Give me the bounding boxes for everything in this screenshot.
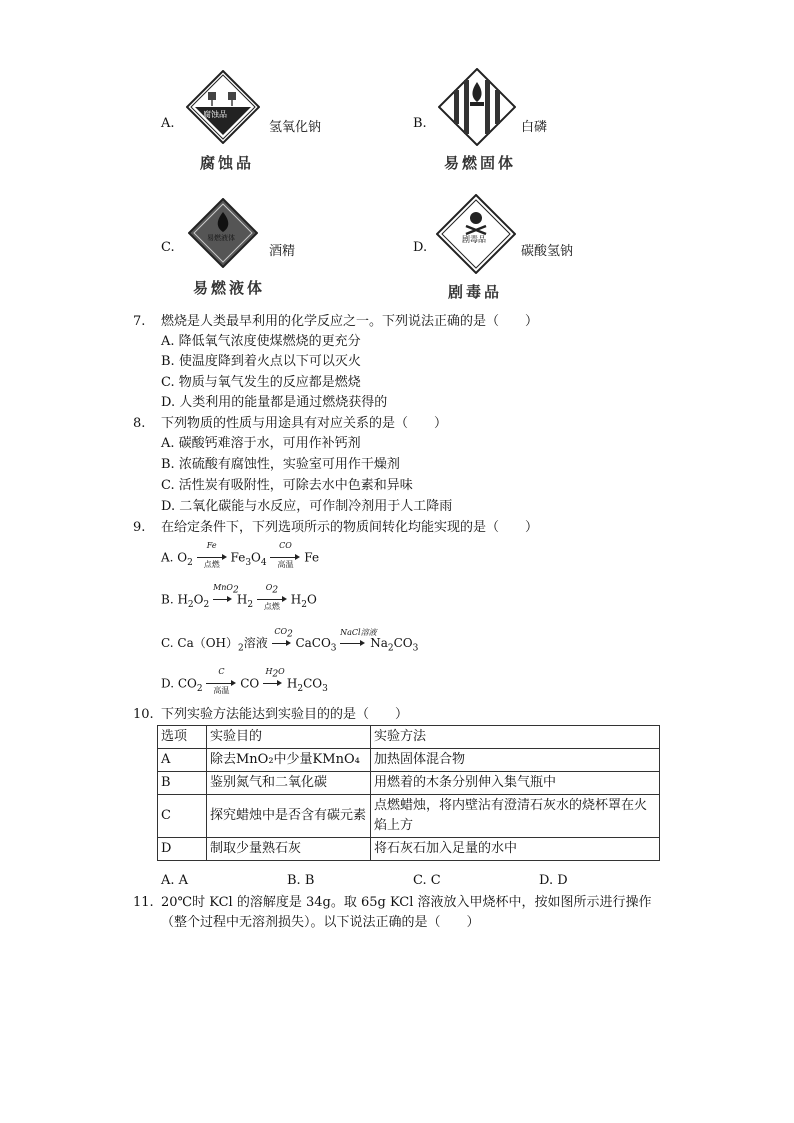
table-row [158, 772, 660, 795]
sign-caption-d: 剧毒品 [448, 283, 503, 301]
header-goal: 实验目的 [207, 726, 371, 749]
question-number: 7. [133, 314, 146, 329]
question-stem: 下列物质的性质与用途具有对应关系的是（ ） [161, 416, 448, 431]
corrosive-inner-text: 腐蚀品 [203, 110, 227, 119]
reaction-arrow: MnO$_2$ [213, 592, 233, 608]
option-letter-d: D. [413, 240, 428, 255]
reaction-arrow: NaCl溶液 [340, 636, 366, 652]
reaction-arrow: C 高温 [206, 676, 236, 692]
row-method: 将石灰石加入足量的水中 [371, 838, 660, 861]
choice-a: A. 碳酸钙难溶于水，可用作补钙剂 [161, 436, 361, 451]
sign-caption-b: 易燃固体 [444, 154, 517, 172]
header-method: 实验方法 [371, 726, 660, 749]
row-option: A [158, 749, 207, 772]
row-option: C [158, 795, 207, 838]
row-method: 加热固体混合物 [371, 749, 660, 772]
reaction-arrow: $H_2O$ [263, 676, 283, 692]
flammable-liquid-inner-text: 易燃液体 [207, 234, 235, 242]
reaction-arrow: $O_2$ 点燃 [257, 592, 287, 608]
answer-c: C. C [413, 873, 441, 888]
question-number: 11. [133, 895, 154, 910]
table-header-row [158, 726, 660, 749]
question-stem-line2: （整个过程中无溶剂损失）。以下说法正确的是（ ） [161, 915, 480, 930]
choice-b: B. 浓硫酸有腐蚀性，实验室可用作干燥剂 [161, 457, 400, 472]
reaction-arrow: Fe 点燃 [197, 550, 227, 566]
header-option: 选项 [158, 726, 207, 749]
table-row [158, 838, 660, 861]
option-letter-a: A. [161, 116, 175, 131]
answer-a: A. A [161, 873, 189, 888]
choice-d: D. 二氧化碳能与水反应，可作制冷剂用于人工降雨 [161, 499, 453, 514]
sign-label-d: 碳酸氢钠 [521, 244, 574, 259]
row-method: 用燃着的木条分别伸入集气瓶中 [371, 772, 660, 795]
question-stem-line1: 20℃时 KCl 的溶解度是 34g。取 65g KCl 溶液放入甲烧杯中，按如图所示进行操作 [161, 895, 652, 910]
option-letter-b: B. [413, 116, 427, 131]
sign-label-c: 酒精 [269, 244, 296, 259]
option-letter-c: C. [161, 240, 175, 255]
question-number: 8. [133, 416, 146, 431]
sign-label-b: 白磷 [521, 120, 548, 135]
answer-b: B. B [287, 873, 315, 888]
table-row [158, 749, 660, 772]
choice-d-equation: D. $CO_2$ C 高温 CO $H_2O$ $H_2CO_3$ [161, 667, 328, 695]
row-method: 点燃蜡烛，将内壁沾有澄清石灰水的烧杯罩在火焰上方 [371, 795, 660, 838]
toxic-inner-text: 剧毒品 [462, 235, 486, 244]
question-number: 10. [133, 707, 154, 722]
reaction-arrow: $CO_2$ [272, 636, 292, 652]
question-stem: 下列实验方法能达到实验目的的是（ ） [161, 707, 409, 722]
question-stem: 燃烧是人类最早利用的化学反应之一。下列说法正确的是（ ） [161, 314, 539, 329]
sign-caption-c: 易燃液体 [193, 279, 266, 297]
sign-caption-a: 腐蚀品 [200, 154, 255, 172]
choice-c: C. 活性炭有吸附性，可除去水中色素和异味 [161, 478, 413, 493]
choice-a-equation: A. $O_2$ Fe 点燃 $Fe_3O_4$ CO 高温 Fe [161, 541, 320, 569]
row-goal: 除去MnO₂中少量KMnO₄ [207, 749, 371, 772]
choice-d: D. 人类利用的能量都是通过燃烧获得的 [161, 395, 388, 410]
experiment-table [157, 725, 660, 861]
row-option: D [158, 838, 207, 861]
row-goal: 制取少量熟石灰 [207, 838, 371, 861]
flammable-solid-sign-icon [438, 68, 516, 146]
reaction-arrow: CO 高温 [270, 550, 300, 566]
row-goal: 探究蜡烛中是否含有碳元素 [207, 795, 371, 838]
choice-b: B. 使温度降到着火点以下可以灭火 [161, 354, 361, 369]
choice-a: A. 降低氧气浓度使煤燃烧的更充分 [161, 334, 361, 349]
choice-b-equation: B. $H_2O_2$ MnO$_2$ $H_2$ $O_2$ 点燃 $H_2O$ [161, 583, 317, 611]
choice-c-equation: C. $Ca(OH)_2$溶液 $CO_2$ CaCO$_3$ NaCl溶液 $Na_2CO_3$ [161, 626, 419, 654]
question-number: 9. [133, 520, 146, 535]
choice-c: C. 物质与氧气发生的反应都是燃烧 [161, 375, 361, 390]
corrosive-sign-icon [186, 70, 260, 144]
row-goal: 鉴别氮气和二氧化碳 [207, 772, 371, 795]
question-stem: 在给定条件下，下列选项所示的物质间转化均能实现的是（ ） [161, 520, 539, 535]
table-row [158, 795, 660, 838]
sign-label-a: 氢氧化钠 [269, 120, 322, 135]
answer-d: D. D [539, 873, 568, 888]
row-option: B [158, 772, 207, 795]
